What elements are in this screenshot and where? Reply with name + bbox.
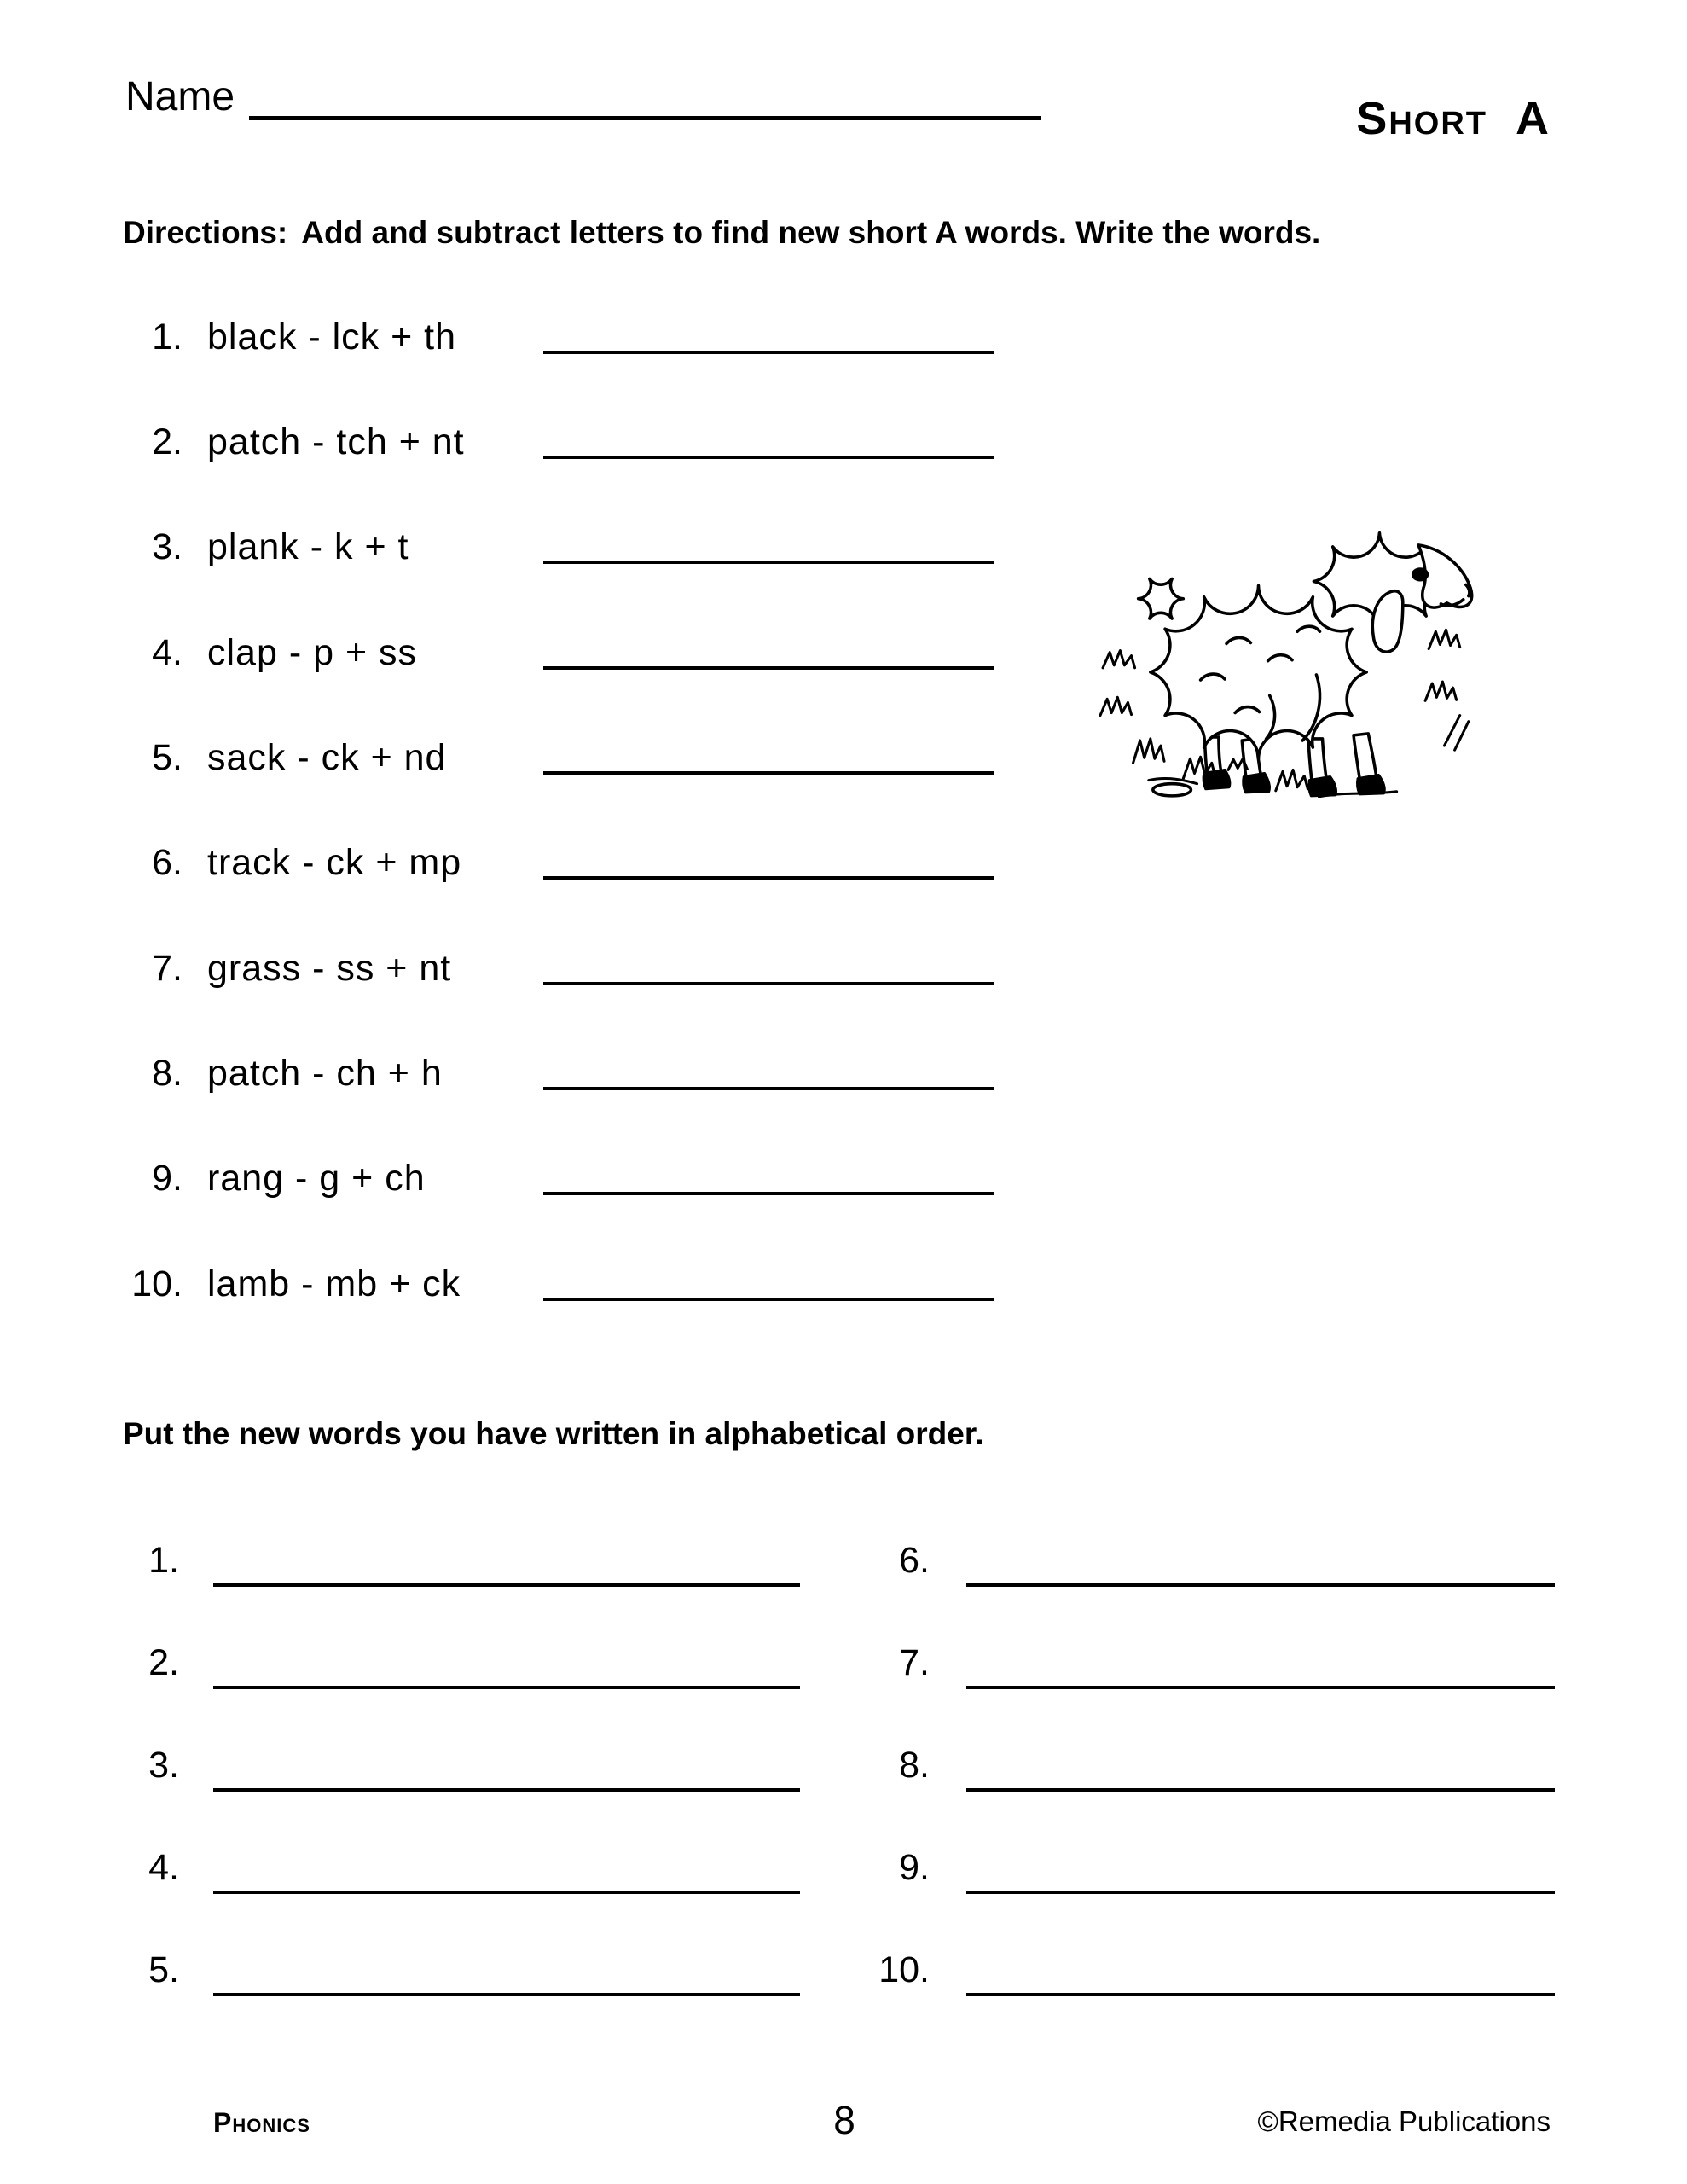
alpha-number: 5.: [148, 1949, 179, 1990]
answer-blank-line[interactable]: [213, 1993, 800, 1996]
directions-label: Directions:: [123, 215, 288, 250]
alpha-row: [94, 1643, 802, 1689]
name-label: Name: [125, 74, 235, 119]
exercise-row: [0, 1263, 1687, 1315]
answer-blank-line[interactable]: [213, 1583, 800, 1587]
answer-blank-line[interactable]: [543, 1192, 994, 1195]
exercise-row: [0, 421, 1687, 473]
alpha-number: 10.: [878, 1949, 930, 1990]
name-blank-line[interactable]: [249, 78, 1041, 120]
alpha-row: [94, 1745, 802, 1792]
item-text: plank - k + t: [207, 526, 409, 567]
answer-blank-line[interactable]: [543, 1298, 994, 1301]
item-text: black - lck + th: [207, 317, 457, 357]
alpha-number: 8.: [899, 1745, 930, 1786]
answer-blank-line[interactable]: [966, 1891, 1555, 1894]
item-number: 5.: [152, 737, 183, 778]
alpha-row: [94, 1541, 802, 1587]
exercise-row: [0, 1053, 1687, 1104]
item-text: patch - ch + h: [207, 1053, 443, 1094]
alpha-number: 3.: [148, 1745, 179, 1786]
answer-blank-line[interactable]: [213, 1788, 800, 1792]
exercise-row: [0, 842, 1687, 893]
footer-series-label: Phonics: [213, 2107, 310, 2138]
item-number: 6.: [152, 842, 183, 883]
alpha-row: [844, 1745, 1561, 1792]
alpha-row: [94, 1848, 802, 1894]
directions-body: Add and subtract letters to find new short A words. Write the words.: [301, 215, 1321, 250]
item-number: 7.: [152, 948, 183, 989]
item-text: rang - g + ch: [207, 1158, 426, 1199]
answer-blank-line[interactable]: [213, 1891, 800, 1894]
alpha-number: 9.: [899, 1847, 930, 1888]
item-number: 3.: [152, 526, 183, 567]
alpha-number: 7.: [899, 1642, 930, 1683]
item-number: 9.: [152, 1158, 183, 1199]
answer-blank-line[interactable]: [966, 1686, 1555, 1689]
alpha-number: 4.: [148, 1847, 179, 1888]
exercise-row: [0, 1158, 1687, 1209]
answer-blank-line[interactable]: [543, 771, 994, 775]
answer-blank-line[interactable]: [543, 982, 994, 985]
alpha-row: [844, 1541, 1561, 1587]
item-number: 4.: [152, 632, 183, 673]
alpha-row: [844, 1848, 1561, 1894]
answer-blank-line[interactable]: [543, 561, 994, 564]
item-number: 8.: [152, 1053, 183, 1094]
answer-blank-line[interactable]: [543, 456, 994, 459]
alpha-number: 1.: [148, 1540, 179, 1581]
alpha-number: 6.: [899, 1540, 930, 1581]
alpha-row: [844, 1950, 1561, 1996]
sheep-icon: [1099, 495, 1479, 798]
item-text: sack - ck + nd: [207, 737, 447, 778]
item-text: grass - ss + nt: [207, 948, 452, 989]
item-text: lamb - mb + ck: [207, 1263, 461, 1304]
copyright-text: ©Remedia Publications: [1257, 2106, 1551, 2137]
answer-blank-line[interactable]: [543, 876, 994, 880]
answer-blank-line[interactable]: [213, 1686, 800, 1689]
answer-blank-line[interactable]: [543, 666, 994, 670]
exercise-row: [0, 317, 1687, 368]
directions-text: [123, 215, 1320, 251]
alpha-number: 2.: [148, 1642, 179, 1683]
item-number: 1.: [152, 317, 183, 357]
item-text: track - ck + mp: [207, 842, 462, 883]
exercise-row: [0, 948, 1687, 999]
page-title: Short A: [1356, 93, 1551, 144]
item-number: 2.: [152, 421, 183, 462]
answer-blank-line[interactable]: [543, 351, 994, 354]
alpha-row: [94, 1950, 802, 1996]
answer-blank-line[interactable]: [966, 1788, 1555, 1792]
alpha-row: [844, 1643, 1561, 1689]
item-text: patch - tch + nt: [207, 421, 465, 462]
sheep-illustration: [1099, 495, 1479, 798]
alphabetical-heading: Put the new words you have written in alphabetical order.: [123, 1416, 984, 1451]
answer-blank-line[interactable]: [966, 1583, 1555, 1587]
answer-blank-line[interactable]: [966, 1993, 1555, 1996]
page-number: 8: [833, 2098, 855, 2142]
item-text: clap - p + ss: [207, 632, 418, 673]
answer-blank-line[interactable]: [543, 1087, 994, 1090]
item-number: 10.: [131, 1263, 183, 1304]
